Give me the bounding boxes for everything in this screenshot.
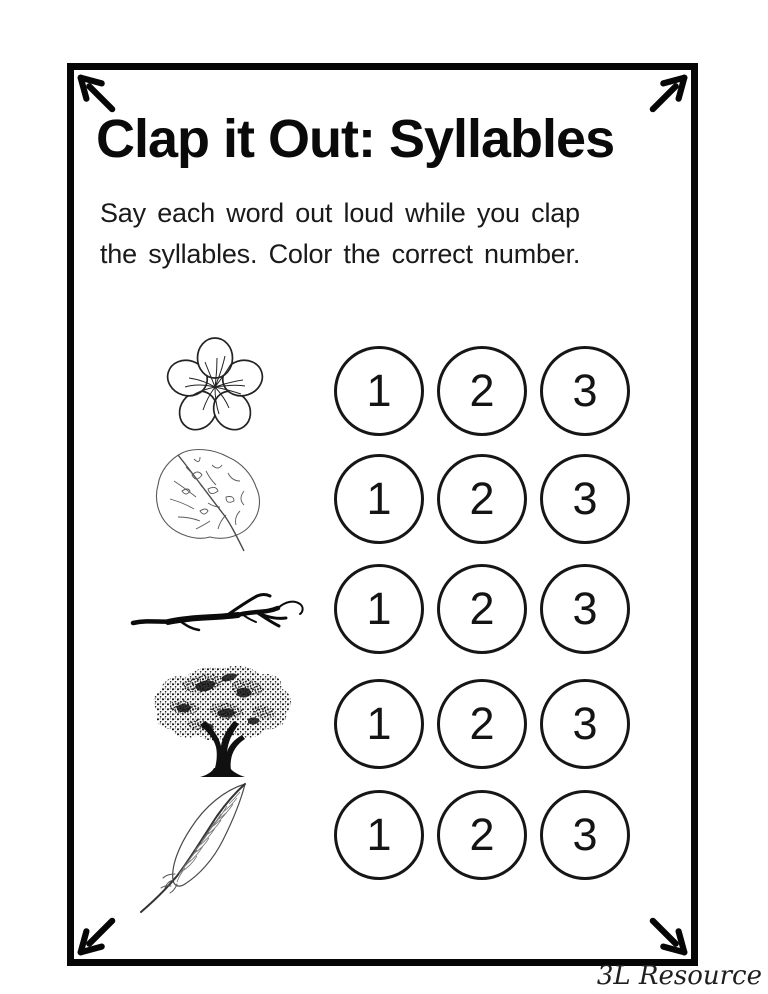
tree-icon [152, 663, 292, 779]
option-2-button[interactable]: 2 [437, 346, 527, 436]
option-1-button[interactable]: 1 [334, 679, 424, 769]
corner-arrow-icon [649, 71, 691, 113]
syllable-options-row-1 [334, 346, 630, 436]
option-3-button[interactable]: 3 [540, 790, 630, 880]
feather-icon [133, 776, 278, 916]
option-1-button[interactable]: 1 [334, 564, 424, 654]
page-title: Clap it Out: Syllables [96, 109, 615, 169]
syllable-options-row-2 [334, 454, 630, 544]
option-3-button[interactable]: 3 [540, 564, 630, 654]
instructions [100, 193, 620, 275]
corner-arrow-icon [649, 917, 691, 959]
option-1-button[interactable]: 1 [334, 790, 424, 880]
branch-icon [130, 585, 310, 645]
option-3-button[interactable]: 3 [540, 454, 630, 544]
syllable-options-row-5 [334, 790, 630, 880]
leaf-icon [148, 441, 270, 555]
syllable-options-row-3 [334, 564, 630, 654]
syllable-options-row-4 [334, 679, 630, 769]
option-2-button[interactable]: 2 [437, 790, 527, 880]
option-3-button[interactable]: 3 [540, 346, 630, 436]
option-3-button[interactable]: 3 [540, 679, 630, 769]
corner-arrow-icon [74, 71, 116, 113]
option-1-button[interactable]: 1 [334, 454, 424, 544]
option-1-button[interactable]: 1 [334, 346, 424, 436]
watermark: 3L Resource [596, 961, 762, 991]
option-2-button[interactable]: 2 [437, 679, 527, 769]
instructions-line-2: the syllables. Color the correct number. [100, 239, 581, 269]
corner-arrow-icon [74, 917, 116, 959]
instructions-line-1: Say each word out loud while you clap [100, 198, 580, 228]
flower-icon [165, 332, 265, 438]
option-2-button[interactable]: 2 [437, 564, 527, 654]
option-2-button[interactable]: 2 [437, 454, 527, 544]
